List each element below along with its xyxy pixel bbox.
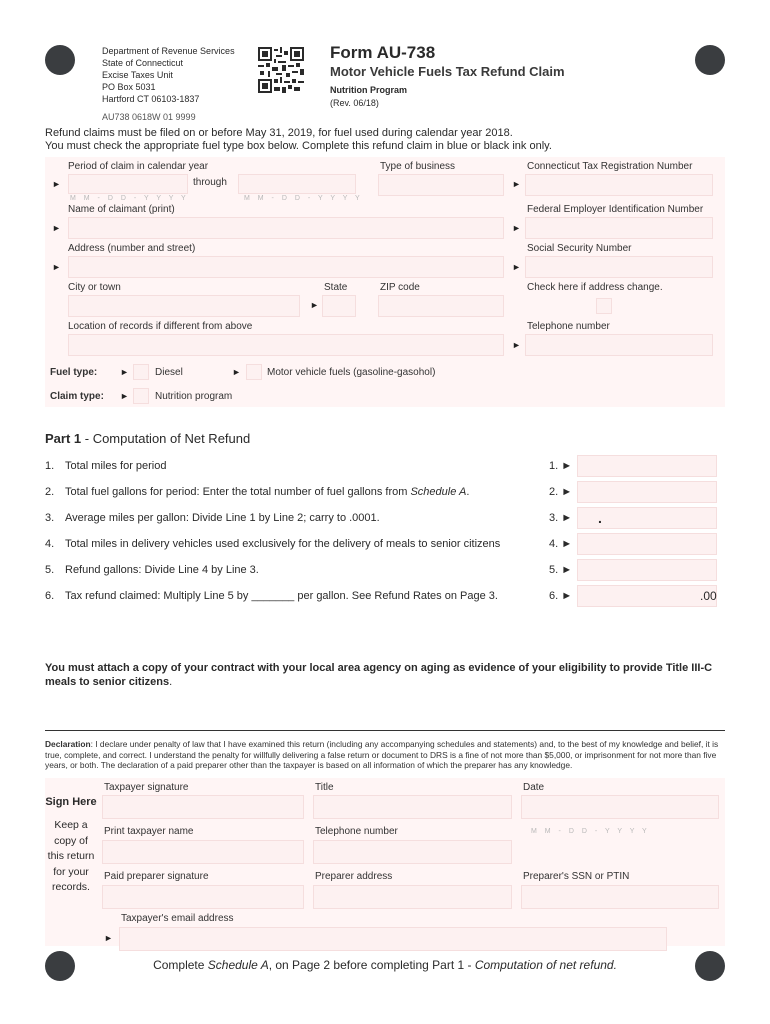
ssn-label: Social Security Number (527, 243, 632, 254)
email-input[interactable] (119, 927, 667, 951)
decimal-point: . (598, 510, 602, 526)
qr-code-icon (258, 47, 304, 93)
title-input[interactable] (313, 795, 512, 819)
fein-input[interactable] (525, 217, 713, 239)
sign-here-label: Sign Here (45, 796, 97, 808)
keep-copy-note: Keep a copy of this return for your records. (47, 819, 95, 893)
records-location-input[interactable] (68, 334, 504, 356)
arrow-icon: ► (232, 367, 241, 377)
arrow-icon: ► (104, 933, 113, 943)
line-ref: 5. ► (549, 564, 573, 576)
date-mask: M M - D D - Y Y Y Y (70, 195, 189, 202)
revision: (Rev. 06/18) (330, 98, 379, 108)
nutrition-label: Nutrition program (155, 391, 233, 402)
taxpayer-signature-label: Taxpayer signature (104, 782, 189, 793)
preparer-ssn-label: Preparer's SSN or PTIN (523, 871, 630, 882)
divider (45, 730, 725, 731)
period-end-input[interactable] (238, 174, 356, 194)
line-ref: 6. ► (549, 590, 573, 602)
telephone-label: Telephone number (527, 321, 610, 332)
sign-telephone-input[interactable] (313, 840, 512, 864)
preparer-ssn-input[interactable] (521, 885, 719, 909)
registration-mark-top-right (695, 45, 725, 75)
instruction-line-2: You must check the appropriate fuel type box below. Complete this refund claim in blue or black ink only. (45, 140, 552, 152)
ssn-input[interactable] (525, 256, 713, 278)
total-gallons-input[interactable] (577, 481, 717, 503)
telephone-input[interactable] (525, 334, 713, 356)
zip-label: ZIP code (380, 282, 420, 293)
claimant-name-input[interactable] (68, 217, 504, 239)
attach-notice: You must attach a copy of your contract with your local area agency on aging as evidence of your eligibility to provide Title III-C meals to senior citizens. (45, 662, 713, 688)
part1-title: Part 1 - Computation of Net Refund (45, 431, 251, 446)
part1-line-2: 2. Total fuel gallons for period: Enter the total number of fuel gallons from Schedule A. (45, 486, 470, 498)
diesel-checkbox[interactable] (133, 364, 149, 380)
line-ref: 1. ► (549, 460, 573, 472)
state-input[interactable] (322, 295, 356, 317)
taxpayer-signature-input[interactable] (102, 795, 304, 819)
address-change-checkbox[interactable] (596, 298, 612, 314)
part1-line-3: 3. Average miles per gallon: Divide Line 1 by Line 2; carry to .0001. (45, 512, 380, 524)
footer-note: Complete Schedule A, on Page 2 before completing Part 1 - Computation of net refund. (153, 958, 617, 972)
print-name-input[interactable] (102, 840, 304, 864)
arrow-icon: ► (512, 340, 521, 350)
cents-suffix: .00 (700, 589, 717, 603)
arrow-icon: ► (512, 262, 521, 272)
city-label: City or town (68, 282, 121, 293)
total-miles-input[interactable] (577, 455, 717, 477)
refund-gallons-input[interactable] (577, 559, 717, 581)
preparer-address-input[interactable] (313, 885, 512, 909)
address-label: Address (number and street) (68, 243, 196, 254)
telephone-label: Telephone number (315, 826, 398, 837)
preparer-signature-input[interactable] (102, 885, 304, 909)
motor-fuels-label: Motor vehicle fuels (gasoline-gasohol) (267, 367, 436, 378)
arrow-icon: ► (120, 367, 129, 377)
agency-address: Department of Revenue Services State of Connecticut Excise Taxes Unit PO Box 5031 Hartford CT 06103-1837 (102, 46, 235, 104)
arrow-icon: ► (512, 179, 521, 189)
part1-line-6: 6. Tax refund claimed: Multiply Line 5 by _______ per gallon. See Refund Rates on Page 3. (45, 590, 498, 602)
arrow-icon: ► (120, 391, 129, 401)
part1-line-5: 5. Refund gallons: Divide Line 4 by Line 3. (45, 564, 259, 576)
address-input[interactable] (68, 256, 504, 278)
diesel-label: Diesel (155, 367, 183, 378)
preparer-signature-label: Paid preparer signature (104, 871, 209, 882)
part1-line-4: 4. Total miles in delivery vehicles used exclusively for the delivery of meals to senior citizens (45, 538, 501, 550)
line-ref: 2. ► (549, 486, 573, 498)
preparer-address-label: Preparer address (315, 871, 393, 882)
through-label: through (193, 177, 227, 188)
records-location-label: Location of records if different from above (68, 321, 253, 332)
city-input[interactable] (68, 295, 300, 317)
state-label: State (324, 282, 348, 293)
part1-line-1: 1. Total miles for period (45, 460, 167, 472)
date-input[interactable] (521, 795, 719, 819)
delivery-miles-input[interactable] (577, 533, 717, 555)
fein-label: Federal Employer Identification Number (527, 204, 704, 215)
program-name: Nutrition Program (330, 85, 408, 95)
title-label: Title (315, 782, 334, 793)
arrow-icon: ► (310, 300, 319, 310)
motor-fuels-checkbox[interactable] (246, 364, 262, 380)
line-ref: 3. ► (549, 512, 573, 524)
ct-registration-input[interactable] (525, 174, 713, 196)
tax-refund-input[interactable] (577, 585, 717, 607)
form-title: Form AU-738 (330, 43, 436, 62)
arrow-icon: ► (512, 223, 521, 233)
arrow-icon: ► (52, 262, 61, 272)
form-code: AU738 0618W 01 9999 (102, 112, 196, 122)
period-label: Period of claim in calendar year (68, 161, 209, 172)
arrow-icon: ► (52, 223, 61, 233)
zip-input[interactable] (378, 295, 504, 317)
print-name-label: Print taxpayer name (104, 826, 194, 837)
date-label: Date (523, 782, 545, 793)
arrow-icon: ► (52, 179, 61, 189)
period-start-input[interactable] (68, 174, 188, 194)
instruction-line-1: Refund claims must be filed on or before May 31, 2019, for fuel used during calendar year 2018. (45, 127, 513, 139)
declaration: Declaration: I declare under penalty of law that I have examined this return (including any accompanying schedules and statements) and, to the best of my knowledge and belief, it is true, complete, and correct. I understand the penalty for willfully delivering a false return or document to DRS is a fine of not more than $5,000, or imprisonment for not more than five years, or both. The declaration of a paid preparer other than the taxpayer is based on all information of which the preparer has any knowledge. (45, 739, 719, 770)
form-subtitle: Motor Vehicle Fuels Tax Refund Claim (330, 64, 565, 79)
ct-registration-label: Connecticut Tax Registration Number (527, 161, 693, 172)
claim-type-label: Claim type: (50, 391, 104, 402)
email-label: Taxpayer's email address (121, 913, 234, 924)
date-mask: M M - D D - Y Y Y Y (244, 195, 363, 202)
fuel-type-label: Fuel type: (50, 367, 98, 378)
type-business-label: Type of business (380, 161, 456, 172)
nutrition-checkbox[interactable] (133, 388, 149, 404)
type-business-input[interactable] (378, 174, 504, 196)
line-ref: 4. ► (549, 538, 573, 550)
registration-mark-top-left (45, 45, 75, 75)
address-change-label: Check here if address change. (527, 282, 663, 293)
name-label: Name of claimant (print) (68, 204, 175, 215)
date-mask: M M - D D - Y Y Y Y (531, 828, 650, 835)
